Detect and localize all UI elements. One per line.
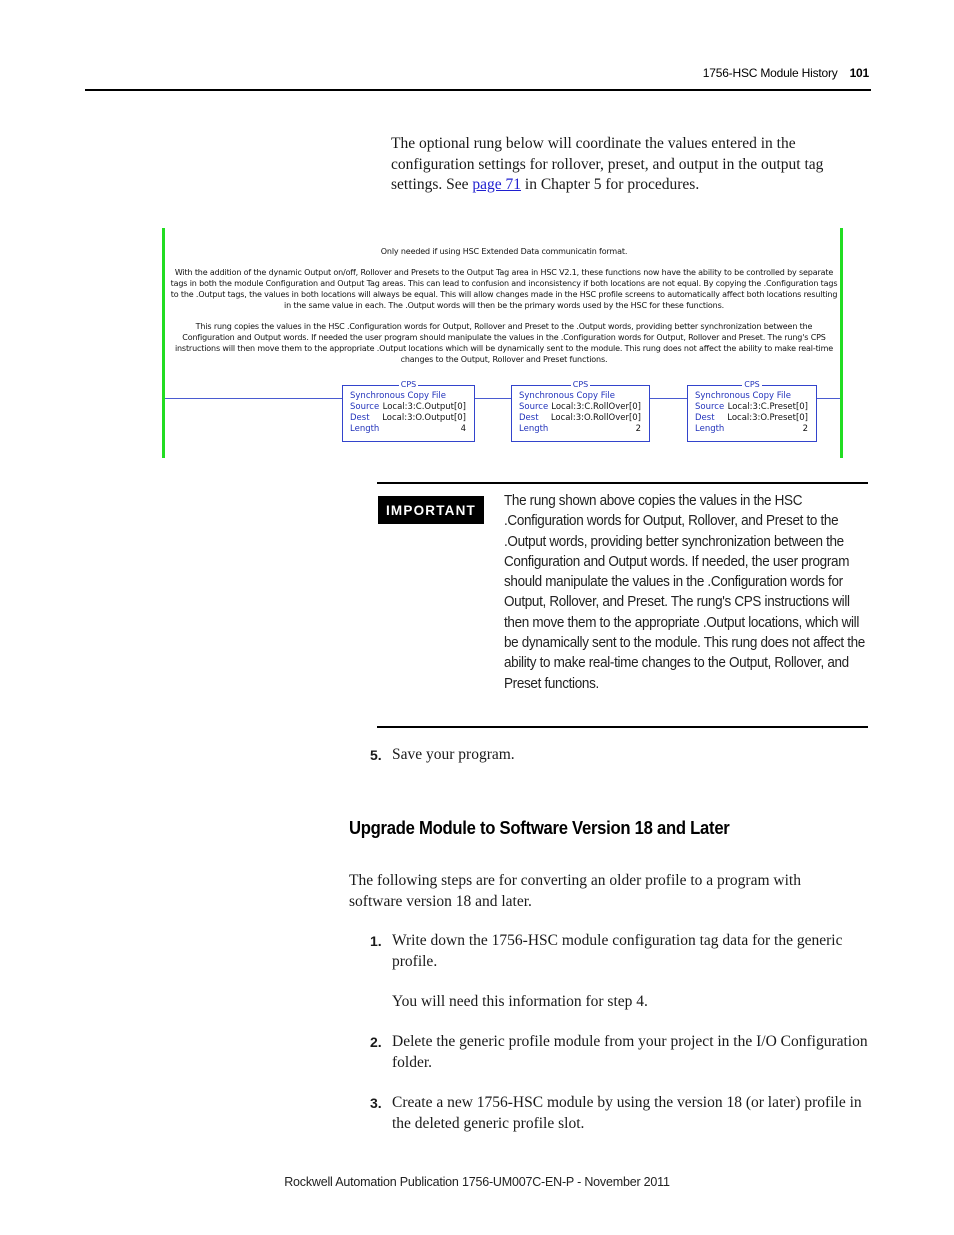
left-power-rail xyxy=(162,228,165,458)
length-value: 2 xyxy=(635,424,641,434)
cps-instruction-output[interactable] xyxy=(342,380,475,442)
source-label: Source xyxy=(519,402,549,412)
cps-title: Synchronous Copy File xyxy=(519,391,615,401)
page-number: 101 xyxy=(849,66,869,80)
cps-title: Synchronous Copy File xyxy=(350,391,446,401)
source-value: Local:3:C.RollOver[0] xyxy=(551,402,641,412)
important-bottom-rule xyxy=(377,726,868,728)
step-text: Save your program. xyxy=(392,746,515,763)
important-text: The rung shown above copies the values in the HSC .Configuration words for Output, Rollover, and Preset to the .Output words, providing better synchronization between the Configuration and Output words. If needed, the user program should manipulate the values in the .Configuration words for Output, Rollover, and Preset. The rung's CPS instructions will then move them to the appropriate .Output locations, which will be dynamically sent to the module. This rung does not affect the ability to make real-time changes to the Output, Rollover, and Preset functions. xyxy=(504,493,865,692)
ladder-rung-figure xyxy=(162,226,846,459)
cps-tag: CPS xyxy=(400,380,417,389)
length-value: 4 xyxy=(460,424,466,434)
section-heading: Upgrade Module to Software Version 18 and Later xyxy=(349,817,730,838)
dest-label: Dest xyxy=(695,413,715,423)
length-label: Length xyxy=(519,424,549,434)
intro-paragraph xyxy=(391,134,871,196)
step-number: 5. xyxy=(370,747,382,763)
dest-value: Local:3:O.RollOver[0] xyxy=(550,413,641,423)
rung-comment-line: With the addition of the dynamic Output on/off, Rollover and Presets to the Output Tag area in HSC V2.1, these functions now have the ability to be controlled by separate tags in both the module Configuration and Output Tag areas. This can lead to confusion and inconsistency if both locations are not equal. By copying the .Configuration tags to the .Output tags, the values in both locations will always be equal. This will allow changes made in the HSC profile screens to automatically affect both locations resulting in the same value in each. The .Output words will then be the primary words used by the HSC for these functions. xyxy=(170,268,838,310)
step-text: Create a new 1756-HSC module by using the version 18 (or later) profile in the deleted generic profile slot. xyxy=(392,1094,862,1132)
page-footer: Rockwell Automation Publication 1756-UM007C-EN-P - November 2011 xyxy=(284,1175,670,1189)
step-text: Write down the 1756-HSC module configuration tag data for the generic profile. xyxy=(392,932,843,970)
section-intro: The following steps are for converting an older profile to a program with software version 18 and later. xyxy=(349,872,801,910)
step-number: 1. xyxy=(370,933,382,949)
intro-text-2: in Chapter 5 for procedures. xyxy=(521,176,700,193)
page-71-link[interactable]: page 71 xyxy=(472,176,522,193)
cps-instruction-preset[interactable] xyxy=(687,380,817,442)
rung-comment-line: This rung copies the values in the HSC .Configuration words for Output, Rollover and Preset to the .Output words, providing better synchronization between the Configuration and Output words. If needed the user program should manipulate the values in the .Configuration words for Output, Rollover and Preset. The rung's CPS instructions will then move them to the appropriate .Output locations which will be dynamically sent to the module. This rung does not affect the ability to make real-time changes to the Output, Rollover and Preset functions. xyxy=(174,322,834,364)
cps-tag: CPS xyxy=(572,380,589,389)
length-value: 2 xyxy=(802,424,808,434)
header-title: 1756-HSC Module History xyxy=(702,66,838,80)
dest-value: Local:3:O.Output[0] xyxy=(382,413,466,423)
cps-tag: CPS xyxy=(744,380,760,389)
cps-instruction-rollover[interactable] xyxy=(511,380,650,442)
step-number: 2. xyxy=(370,1034,382,1050)
source-value: Local:3:C.Output[0] xyxy=(382,402,466,412)
dest-value: Local:3:O.Preset[0] xyxy=(727,413,808,423)
length-label: Length xyxy=(350,424,380,434)
important-top-rule xyxy=(377,482,868,484)
important-badge: IMPORTANT xyxy=(378,496,484,524)
step-note: You will need this information for step 4. xyxy=(392,993,648,1010)
header-rule xyxy=(85,89,871,91)
cps-title: Synchronous Copy File xyxy=(695,391,791,401)
intro-text-1: The optional rung below will coordinate the values entered in the configuration settings for rollover, preset, and output in the output tag settings. See xyxy=(391,135,824,193)
source-value: Local:3:C.Preset[0] xyxy=(727,402,808,412)
step-number: 3. xyxy=(370,1095,382,1111)
right-power-rail xyxy=(840,228,843,458)
source-label: Source xyxy=(695,402,725,412)
step-text: Delete the generic profile module from your project in the I/O Configuration folder. xyxy=(392,1033,868,1071)
running-head xyxy=(703,66,869,80)
rung-comment-line: Only needed if using HSC Extended Data communicatin format. xyxy=(380,247,628,256)
length-label: Length xyxy=(695,424,725,434)
rung-comment xyxy=(170,246,838,375)
dest-label: Dest xyxy=(350,413,370,423)
source-label: Source xyxy=(350,402,380,412)
dest-label: Dest xyxy=(519,413,539,423)
